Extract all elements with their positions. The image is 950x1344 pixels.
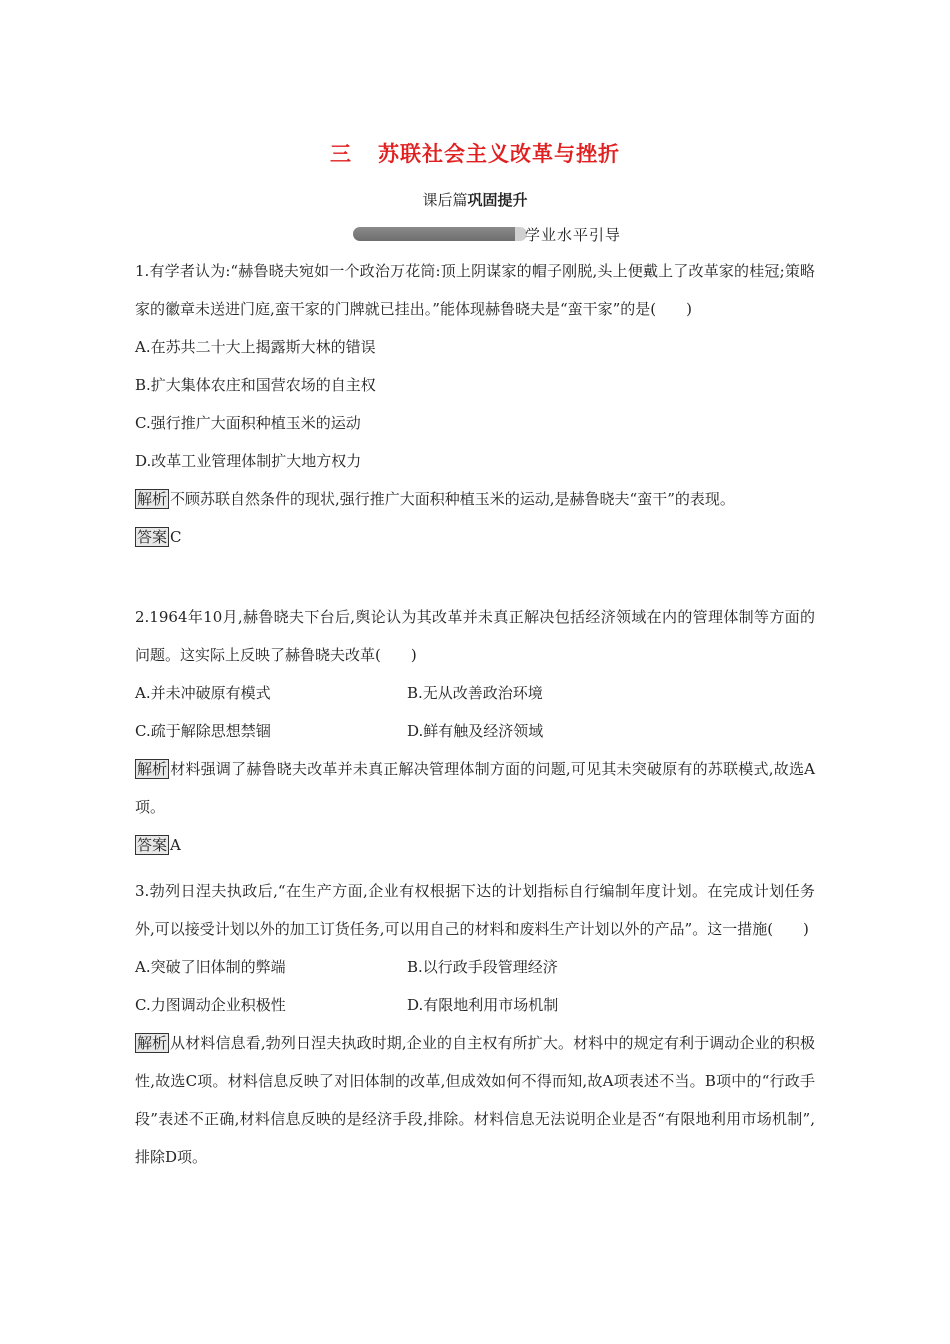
option-row [135,948,815,986]
option-c: C.强行推广大面积种植玉米的运动 [135,414,361,432]
option-d: D.鲜有触及经济领域 [407,722,544,740]
question-3 [135,872,815,1176]
subtitle-bold: 巩固提升 [467,191,528,209]
analysis [135,480,815,518]
answer-tag: 答案 [137,528,168,546]
analysis [135,750,815,826]
analysis [135,1024,815,1176]
analysis-text: 从材料信息看,勃列日涅夫执政时期,企业的自主权有所扩大。材料中的规定有利于调动企业的积极性,故选C项。材料信息反映了对旧体制的改革,但成效如何不得而知,故A项表述不当。B项中的“行政手段”表述不正确,材料信息反映的是经济手段,排除。材料信息无法说明企业是否“有限地利用市场机制”,排除D项。 [135,1034,815,1166]
option-a: A.在苏共二十大上揭露斯大林的错误 [135,338,376,356]
page-subtitle [135,189,815,210]
analysis-text: 不顾苏联自然条件的现状,强行推广大面积种植玉米的运动,是赫鲁晓夫“蛮干”的表现。 [170,490,735,508]
option-d: D.有限地利用市场机制 [407,996,559,1014]
option-c: C.力图调动企业积极性 [135,996,286,1014]
question-stem: 1.有学者认为:“赫鲁晓夫宛如一个政治万花筒:顶上阴谋家的帽子刚脱,头上便戴上了改革家的桂冠;策略家的徽章未送进门庭,蛮干家的门牌就已挂出。”能体现赫鲁晓夫是“蛮干家”的是( ) [135,262,815,318]
option-d: D.改革工业管理体制扩大地方权力 [135,452,362,470]
page-title [135,138,815,168]
option-a: A.突破了旧体制的弊端 [135,958,286,976]
answer-tag: 答案 [137,836,168,854]
option-row [135,366,815,404]
option-b: B.无从改善政治环境 [407,684,543,702]
section-bar-decoration [353,227,521,241]
option-row [135,328,815,366]
option-row [135,674,815,712]
option-row [135,986,815,1024]
analysis-tag: 解析 [137,1034,168,1052]
question-stem: 3.勃列日涅夫执政后,“在生产方面,企业有权根据下达的计划指标自行编制年度计划。在完成计划任务外,可以接受计划以外的加工订货任务,可以用自己的材料和废料生产计划以外的产品”。这一措施( ) [135,882,815,938]
question-1 [135,252,815,556]
analysis-tag: 解析 [137,490,168,508]
option-row [135,404,815,442]
lesson-title: 苏联社会主义改革与挫折 [378,142,620,166]
lesson-number: 三 [330,142,352,166]
answer [135,518,815,556]
section-header [135,225,815,247]
analysis-text: 材料强调了赫鲁晓夫改革并未真正解决管理体制方面的问题,可见其未突破原有的苏联模式,故选A项。 [135,760,815,816]
question-stem: 2.1964年10月,赫鲁晓夫下台后,舆论认为其改革并未真正解决包括经济领域在内的管理体制等方面的问题。这实际上反映了赫鲁晓夫改革( ) [135,608,815,664]
question-2 [135,598,815,864]
option-c: C.疏于解除思想禁锢 [135,722,271,740]
option-b: B.以行政手段管理经济 [407,958,558,976]
analysis-tag: 解析 [137,760,168,778]
option-row [135,442,815,480]
answer [135,826,815,864]
answer-text: C [170,528,182,546]
answer-text: A [170,836,181,854]
subtitle-plain: 课后篇 [422,191,468,209]
option-b: B.扩大集体农庄和国营农场的自主权 [135,376,376,394]
section-label: 学业水平引导 [525,226,622,244]
option-row [135,712,815,750]
option-a: A.并未冲破原有模式 [135,684,271,702]
